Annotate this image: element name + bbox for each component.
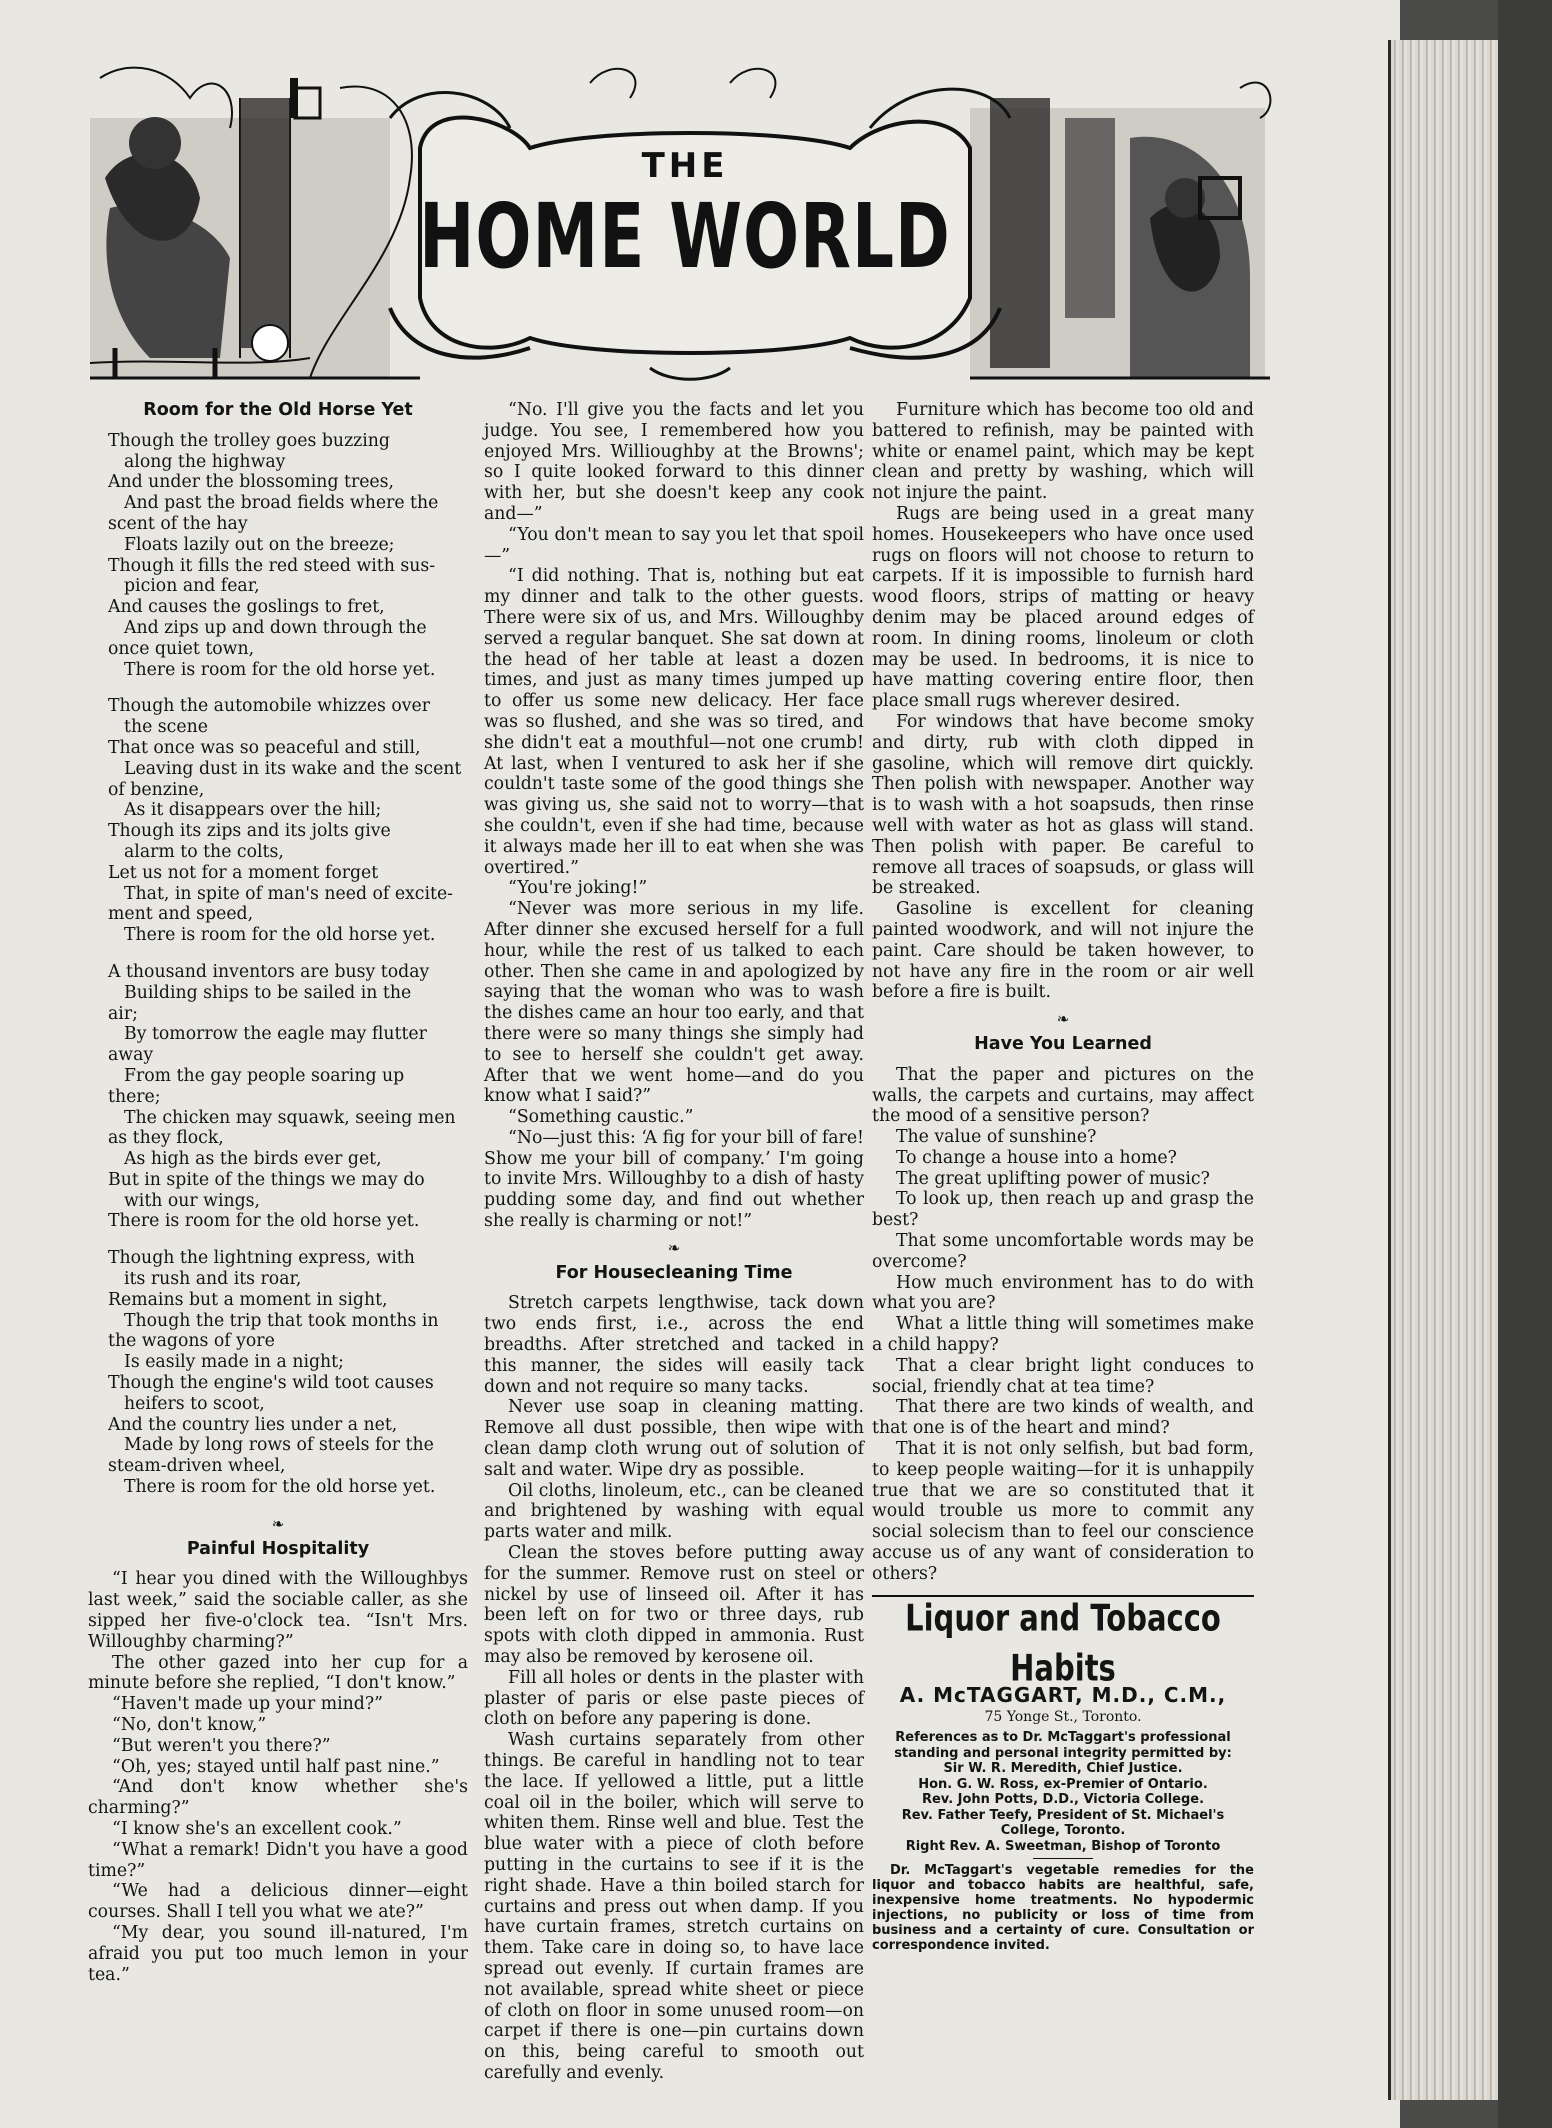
poem-line: Though the lightning express, with bbox=[108, 1248, 415, 1269]
paragraph: Stretch carpets lengthwise, tack down two ends first, i.e., across the end breadths. After stretched and tacked in this manner, the sides will easily tack down and not require so many tacks. bbox=[484, 1293, 864, 1397]
poem-line: there; bbox=[108, 1086, 161, 1107]
poem-line: of benzine, bbox=[108, 779, 205, 800]
poem-line: Though it fills the red steed with sus- bbox=[108, 555, 436, 576]
poem-line: By tomorrow the eagle may flutter bbox=[124, 1024, 427, 1045]
paragraph: Gasoline is excellent for cleaning painted woodwork, and will not injure the paint. Care should be taken however, to not have any fire in the room or air well before a fire is built. bbox=[872, 899, 1254, 1003]
poem-line: And zips up and down through the bbox=[124, 617, 427, 638]
poem-line: There is room for the old horse yet. bbox=[124, 1477, 436, 1498]
paragraph: Oil cloths, linoleum, etc., can be cleaned and brightened by washing with equal parts water and milk. bbox=[484, 1480, 864, 1543]
poem-line: its rush and its roar, bbox=[124, 1269, 302, 1290]
poem-line: Though its zips and its jolts give bbox=[108, 821, 391, 842]
poem-line: steam-driven wheel, bbox=[108, 1456, 286, 1477]
section-ornament: ❧ bbox=[667, 1238, 681, 1257]
ad-reference-line: Hon. G. W. Ross, ex-Premier of Ontario. bbox=[918, 1776, 1208, 1792]
paragraph: “My dear, you sound ill-natured, I'm afraid you put too much lemon in your tea.” bbox=[88, 1922, 468, 1985]
paragraph: “What a remark! Didn't you have a good time?” bbox=[88, 1839, 468, 1881]
poem-line: alarm to the colts, bbox=[124, 841, 284, 862]
paragraph: “Something caustic.” bbox=[508, 1107, 694, 1128]
ad-doctor-name: A. McTAGGART, M.D., C.M., bbox=[899, 1682, 1227, 1707]
column-1 bbox=[88, 400, 468, 1985]
ad-reference-line: References as to Dr. McTaggart's professional bbox=[895, 1730, 1231, 1746]
paragraph: “I hear you dined with the Willoughbys last week,” said the sociable caller, as she sipped her five-o'clock tea. “Isn't Mrs. Willoughby charming?” bbox=[88, 1569, 468, 1652]
hospitality-title: Painful Hospitality bbox=[186, 1538, 370, 1559]
paragraph: That it is not only selfish, but bad form, to keep people waiting—for it is unhappily true that we are so constituted that it would trouble us more to commit any social solecism than to feel our conscience accuse us of any want of consideration to others? bbox=[872, 1439, 1254, 1584]
column-2 bbox=[484, 400, 864, 2084]
ad-reference-line: Right Rev. A. Sweetman, Bishop of Toronto bbox=[905, 1838, 1221, 1854]
advertisement bbox=[872, 1595, 1254, 1954]
poem-line: Floats lazily out on the breeze; bbox=[124, 534, 395, 555]
poem-line: And the country lies under a net, bbox=[108, 1414, 398, 1435]
housecleaning-tips-continued bbox=[872, 400, 1254, 1003]
poem-stanza bbox=[88, 962, 468, 1232]
poem-line: There is room for the old horse yet. bbox=[124, 659, 436, 680]
poem-line: picion and fear, bbox=[124, 576, 260, 597]
paragraph: To change a house into a home? bbox=[896, 1147, 1177, 1168]
poem-line: with our wings, bbox=[124, 1190, 261, 1211]
poem bbox=[88, 431, 468, 1498]
ad-reference-line: College, Toronto. bbox=[1000, 1823, 1126, 1839]
poem-line: From the gay people soaring up bbox=[124, 1065, 405, 1086]
poem-line: And under the blossoming trees, bbox=[108, 472, 395, 493]
poem-line: A thousand inventors are busy today bbox=[108, 961, 430, 982]
poem-line: There is room for the old horse yet. bbox=[124, 925, 436, 946]
paragraph: Fill all holes or dents in the plaster with plaster of paris or else paste pieces of cloth on before any papering is done. bbox=[484, 1667, 864, 1730]
paragraph: “No. I'll give you the facts and let you judge. You see, I remembered how you enjoyed Mrs. Willioughby at the Browns'; so I quite looked forward to this dinner with her, but she doesn't keep any cook and—” bbox=[484, 400, 864, 524]
section-ornament: ❧ bbox=[1056, 1010, 1070, 1029]
poem-line: And past the broad fields where the bbox=[124, 493, 439, 514]
paragraph: That there are two kinds of wealth, and that one is of the heart and mind? bbox=[872, 1397, 1254, 1439]
paragraph: To look up, then reach up and grasp the best? bbox=[872, 1189, 1254, 1231]
paragraph: Furniture which has become too old and battered to refinish, may be painted with white or enamel paint, which may be kept clean and pretty by washing, which will not injure the paint. bbox=[872, 400, 1254, 504]
poem-line: Remains but a moment in sight, bbox=[108, 1289, 388, 1310]
paragraph: That a clear bright light conduces to social, friendly chat at tea time? bbox=[872, 1355, 1254, 1397]
paragraph: “You don't mean to say you let that spoil—” bbox=[484, 524, 864, 566]
paragraph: Wash curtains separately from other things. Be careful in handling not to tear the lace. If yellowed a little, put a little coal oil in the boiler, which will serve to whiten them. Rinse well and blue. Test the blue water with a piece of cloth before putting in the curtains to see if it is the right shade. Have a thin boiled starch for curtains and press out when damp. If you have curtain frames, stretch curtains on them. Take care in doing so, to have lace spread out evenly. If curtain frames are not available, spread white sheet or piece of cloth on floor in some unused room—on carpet if there is one—pin curtains down on this, being careful to smooth out carefully and evenly. bbox=[484, 1730, 864, 2083]
poem-line: heifers to scoot, bbox=[124, 1393, 265, 1414]
poem-line: Building ships to be sailed in the bbox=[124, 982, 412, 1003]
masthead-title: HOME WORLD bbox=[419, 184, 951, 289]
poem-stanza bbox=[88, 431, 468, 681]
poem-line: The chicken may squawk, seeing men bbox=[124, 1107, 456, 1128]
paragraph: Rugs are being used in a great many homes. Housekeepers who have once used rugs on floors will not choose to return to carpets. If it is impossible to furnish hard wood floors, strips of matting or heavy denim may be placed around edges of room. In dining rooms, linoleum or cloth may be used. In bedrooms, it is nice to have matting covering entire floor, then place small rugs wherever desired. bbox=[872, 503, 1254, 712]
poem-stanza bbox=[88, 1248, 468, 1498]
paragraph: What a little thing will sometimes make a child happy? bbox=[872, 1314, 1254, 1356]
masthead-the: THE bbox=[641, 146, 729, 186]
hospitality-story-continued bbox=[484, 400, 864, 1232]
paragraph: Never use soap in cleaning matting. Remove all dust possible, then wipe with clean damp cloth wrung out of solution of salt and water. Wipe dry as possible. bbox=[484, 1397, 864, 1480]
housecleaning-title: For Housecleaning Time bbox=[555, 1262, 793, 1283]
poem-line: As high as the birds ever get, bbox=[124, 1149, 382, 1170]
poem-line: the wagons of yore bbox=[108, 1331, 275, 1352]
learned-title: Have You Learned bbox=[974, 1033, 1152, 1054]
poem-line: Made by long rows of steels for the bbox=[124, 1435, 434, 1456]
poem-line: Though the trip that took months in bbox=[124, 1310, 439, 1331]
poem-line: As it disappears over the hill; bbox=[124, 800, 382, 821]
poem-line: away bbox=[108, 1045, 154, 1066]
paragraph: Clean the stoves before putting away for the summer. Remove rust on steel or nickel by use of linseed oil. After it has been left on for two or three days, rub spots with cloth dipped in ammonia. Rust may also be removed by kerosene oil. bbox=[484, 1543, 864, 1668]
paragraph: “No, don't know,” bbox=[112, 1715, 267, 1736]
paragraph: For windows that have become smoky and dirty, rub with cloth dipped in gasoline, which will remove dirt quickly. Then polish with newspaper. Another way is to wash with a hot soapsuds, then rinse well with water as hot as glass will stand. Then polish with paper. Be careful to remove all traces of soapsuds, or glass will be streaked. bbox=[872, 711, 1254, 899]
poem-line: Let us not for a moment forget bbox=[108, 862, 379, 883]
poem-line: Is easily made in a night; bbox=[124, 1352, 344, 1373]
poem-line: And causes the goslings to fret, bbox=[108, 597, 385, 618]
paragraph: “You're joking!” bbox=[508, 878, 648, 899]
poem-line: scent of the hay bbox=[108, 513, 248, 534]
poem-line: the scene bbox=[124, 717, 208, 738]
poem-line: But in spite of the things we may do bbox=[108, 1169, 425, 1190]
ad-reference-line: Rev. Father Teefy, President of St. Michael's bbox=[901, 1807, 1225, 1823]
poem-line: Leaving dust in its wake and the scent bbox=[124, 758, 462, 779]
ad-references bbox=[872, 1730, 1254, 1854]
paragraph: “Never was more serious in my life. After dinner she excused herself for a full hour, while the rest of us talked to each other. Then she came in and apologized by saying that the woman who was to wash the dishes came an hour too early, and that there were so many things she simply had to see to herself she couldn't get away. After that we went home—and do you know what I said?” bbox=[484, 899, 864, 1107]
paragraph: “Haven't made up your mind?” bbox=[112, 1694, 383, 1715]
poem-title: Room for the Old Horse Yet bbox=[143, 400, 413, 420]
paragraph: The other gazed into her cup for a minute before she replied, “I don't know.” bbox=[88, 1652, 468, 1694]
paragraph: The value of sunshine? bbox=[896, 1127, 1097, 1148]
book-binding bbox=[1498, 0, 1552, 2128]
poem-line: air; bbox=[108, 1003, 138, 1024]
book-page-edges bbox=[1388, 40, 1507, 2100]
have-you-learned-list bbox=[872, 1065, 1254, 1585]
paragraph: “Oh, yes; stayed until half past nine.” bbox=[112, 1756, 440, 1777]
poem-line: as they flock, bbox=[108, 1128, 224, 1149]
ad-reference-line: Sir W. R. Meredith, Chief Justice. bbox=[943, 1761, 1183, 1777]
column-3 bbox=[872, 400, 1254, 1953]
paragraph: “We had a delicious dinner—eight courses. Shall I tell you what we ate?” bbox=[88, 1881, 468, 1923]
paragraph: How much environment has to do with what you are? bbox=[872, 1272, 1254, 1314]
paragraph: “I did nothing. That is, nothing but eat my dinner and talk to the other guests. There were six of us, and Mrs. Willoughby served a regular banquet. She sat down at the head of her table at least a dozen times, and just as many times jumped up to offer us some new delicacy. Her face was so flushed, and she was so tired, and she didn't eat a mouthful—not one crumb! At last, when I ventured to ask her if she couldn't taste some of the good things she was giving us, she said not to worry—that she couldn't, even if she had time, because it always made her ill to eat when she was overtired.” bbox=[484, 566, 864, 878]
paragraph: That the paper and pictures on the walls, the carpets and curtains, may affect the mood of a sensitive person? bbox=[872, 1064, 1254, 1127]
section-ornament: ❧ bbox=[271, 1514, 285, 1533]
poem-line: ment and speed, bbox=[108, 904, 254, 925]
ad-reference-line: standing and personal integrity permitted by: bbox=[894, 1745, 1232, 1761]
ad-title: Liquor and Tobacco Habits bbox=[905, 1596, 1221, 1689]
housecleaning-tips bbox=[484, 1293, 864, 2083]
poem-line: Though the trolley goes buzzing bbox=[108, 430, 390, 451]
ad-address: 75 Yonge St., Toronto. bbox=[984, 1709, 1142, 1726]
poem-line: Though the engine's wild toot causes bbox=[108, 1373, 434, 1394]
poem-line: That once was so peaceful and still, bbox=[108, 737, 421, 758]
paragraph: That some uncomfortable words may be overcome? bbox=[872, 1231, 1254, 1272]
poem-line: along the highway bbox=[124, 451, 286, 472]
ad-divider bbox=[1033, 1858, 1093, 1859]
hospitality-story bbox=[88, 1569, 468, 1985]
paragraph: “And don't know whether she's charming?” bbox=[88, 1777, 468, 1819]
paragraph: “But weren't you there?” bbox=[112, 1735, 331, 1756]
poem-line: once quiet town, bbox=[108, 638, 255, 659]
poem-line: There is room for the old horse yet. bbox=[108, 1211, 420, 1232]
poem-stanza bbox=[88, 696, 468, 946]
poem-line: Though the automobile whizzes over bbox=[108, 696, 430, 717]
paragraph: “No—just this: ‘A fig for your bill of fare! Show me your bill of company.’ I'm going to invite Mrs. Willoughby to a dish of hasty pudding some day, and find out whether she really is charming or not!” bbox=[484, 1127, 864, 1232]
paragraph: “I know she's an excellent cook.” bbox=[112, 1819, 402, 1839]
paragraph: The great uplifting power of music? bbox=[896, 1168, 1210, 1189]
ad-body: Dr. McTaggart's vegetable remedies for the liquor and tobacco habits are healthful, safe, inexpensive home treatments. No hypodermic injections, no publicity or loss of time from business and a certainty of cure. Consultation or correspondence invited. bbox=[872, 1863, 1254, 1954]
ad-reference-line: Rev. John Potts, D.D., Victoria College. bbox=[921, 1792, 1205, 1808]
poem-line: That, in spite of man's need of excite- bbox=[124, 883, 454, 904]
masthead bbox=[90, 58, 1280, 388]
